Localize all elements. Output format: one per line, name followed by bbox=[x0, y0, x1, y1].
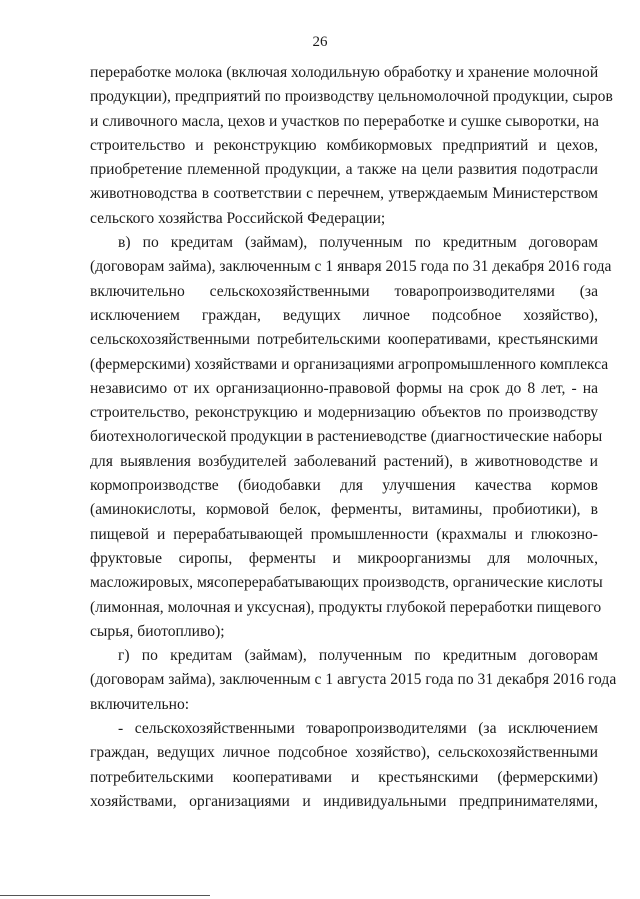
text-line: строительство, реконструкцию и модернизацию объектов по производству bbox=[90, 404, 598, 422]
text-line: животноводства в соответствии с перечнем, утверждаемым Министерством bbox=[90, 185, 598, 203]
text-line: исключением граждан, ведущих личное подсобное хозяйство), bbox=[90, 306, 598, 324]
text-line: сельскохозяйственными потребительскими кооперативами, крестьянскими bbox=[90, 331, 598, 349]
text-line: приобретение племенной продукции, а также на цели развития подотрасли bbox=[90, 161, 598, 179]
text-line: хозяйствами, организациями и индивидуальными предпринимателями, bbox=[90, 792, 598, 810]
text-line: граждан, ведущих личное подсобное хозяйство), сельскохозяйственными bbox=[90, 744, 598, 762]
document-body bbox=[90, 61, 617, 814]
text-line: (лимонная, молочная и уксусная), продукты глубокой переработки пищевого bbox=[90, 598, 602, 616]
text-line: сельского хозяйства Российской Федерации; bbox=[90, 209, 386, 227]
text-line: фруктовые сиропы, ферменты и микроорганизмы для молочных, bbox=[90, 549, 598, 567]
text-line: (договорам займа), заключенным с 1 января 2015 года по 31 декабря 2016 года bbox=[90, 258, 612, 276]
text-line: (аминокислоты, кормовой белок, ферменты, витамины, пробиотики), в bbox=[90, 501, 598, 519]
text-line: кормопроизводстве (биодобавки для улучшения качества кормов bbox=[90, 477, 598, 495]
text-line: в) по кредитам (займам), полученным по кредитным договорам bbox=[118, 234, 598, 252]
page-number: 26 bbox=[312, 34, 328, 50]
text-line: (фермерскими) хозяйствами и организациями агропромышленного комплекса bbox=[90, 355, 609, 373]
text-line: биотехнологической продукции в растениеводстве (диагностические наборы bbox=[90, 428, 603, 446]
text-line: (договорам займа), заключенным с 1 августа 2015 года по 31 декабря 2016 года bbox=[90, 671, 617, 689]
text-line: г) по кредитам (займам), полученным по кредитным договорам bbox=[118, 647, 598, 665]
text-line: переработке молока (включая холодильную обработку и хранение молочной bbox=[90, 64, 599, 81]
text-line: - сельскохозяйственными товаропроизводителями (за исключением bbox=[118, 720, 598, 738]
footnote-divider bbox=[0, 895, 210, 896]
text-line: строительство и реконструкцию комбикормовых предприятий и цехов, bbox=[90, 136, 598, 154]
text-line: масложировых, мясоперерабатывающих производств, органические кислоты bbox=[90, 574, 603, 592]
text-line: пищевой и перерабатывающей промышленности (крахмалы и глюкозно- bbox=[90, 525, 598, 543]
text-line: независимо от их организационно-правовой формы на срок до 8 лет, - на bbox=[90, 379, 598, 397]
text-line: включительно: bbox=[90, 695, 190, 713]
text-line: и сливочного масла, цехов и участков по переработке и сушке сыворотки, на bbox=[90, 112, 599, 130]
text-line: продукции), предприятий по производству цельномолочной продукции, сыров bbox=[90, 88, 613, 106]
text-line: потребительскими кооперативами и крестьянскими (фермерскими) bbox=[90, 768, 598, 786]
text-line: включительно сельскохозяйственными товаропроизводителями (за bbox=[90, 282, 598, 300]
text-line: для выявления возбудителей заболеваний растений), в животноводстве и bbox=[90, 452, 598, 470]
text-line: сырья, биотопливо); bbox=[90, 622, 225, 640]
